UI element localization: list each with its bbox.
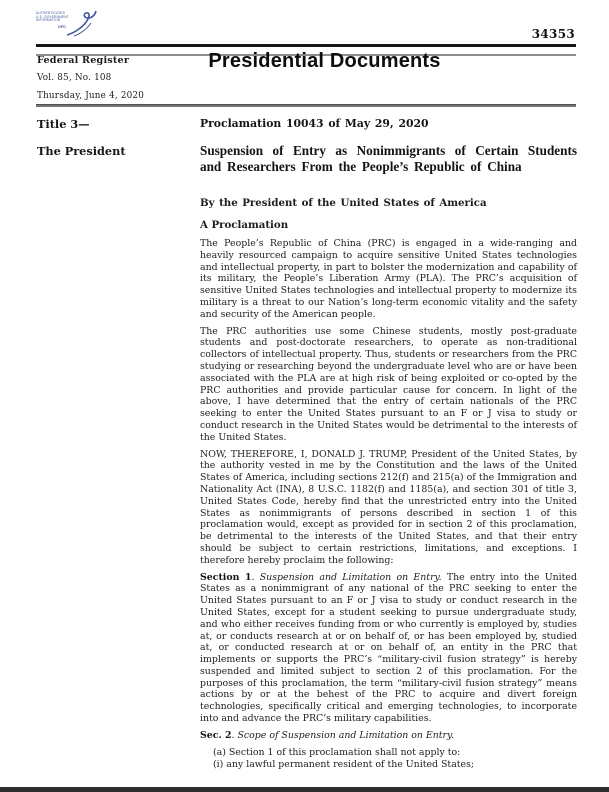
section-2-item-a: (a) Section 1 of this proclamation shall not apply to: (213, 746, 461, 758)
gpo-logo-line3: INFORMATION (36, 18, 61, 23)
proclamation-title (200, 143, 577, 175)
section-1-title: Suspension and Limitation on Entry. (259, 571, 442, 583)
gpo-authenticated-logo (36, 9, 98, 41)
section-2-heading (200, 730, 577, 742)
section-1-separator: . (251, 571, 260, 583)
proclamation-paragraph-3: NOW, THEREFORE, I, DONALD J. TRUMP, President of the United States, by the authority vested in me by the Constitution and the laws of the United States of America, including sections 212(f) and 215(a) of the Immigration and Nationality Act (INA), 8 U.S.C. 1182(f) and 1185(a), and section 301 of title 3, United States Code, hereby find that the unrestricted entry into the United States as nonimmigrants of persons described in section 1 of this proclamation would, except as provided for in section 2 of this proclamation, be detrimental to the interests of the United States, and that their entry should be subject to certain restrictions, limitations, and exceptions. I therefore hereby proclaim the following: (200, 448, 577, 566)
margin-column (37, 117, 187, 158)
proclamation-paragraph-1: The People’s Republic of China (PRC) is engaged in a wide-ranging and heavily resourced campaign to acquire sensitive United States technologies and intellectual property, in part to bolster the modernization and capability of its military, the People’s Liberation Army (PLA). The PRC’s acquisition of sensitive United States technologies and intellectual property to modernize its military is a threat to our Nation’s long-term economic vitality and the safety and security of the American people. (200, 238, 577, 320)
section-1-body: The entry into the United States as a nonimmigrant of any national of the PRC seeking to enter the United States pursuant to an F or J visa to study or conduct research in the United States, except for a student seeking to pursue undergraduate study, and who either receives funding from or who currently is employed by, studies at, or conducts research at or on behalf of, or has been employed by, studied at, or conducted research at or on behalf of, an entity in the PRC that implements or supports the PRC’s “military-civil fusion strategy” is hereby suspended and limited subject to section 2 of this proclamation. For the purposes of this proclamation, the term “military-civil fusion strategy” means actions by or at the behest of the PRC to acquire and divert foreign technologies, specifically critical and emerging technologies, to incorporate into and advance the PRC’s military capabilities. (200, 571, 577, 725)
gpo-logo-abbr: GPO (58, 25, 66, 30)
byline: By the President of the United States of America (200, 197, 487, 209)
document-body (200, 117, 577, 772)
a-proclamation-subheading: A Proclamation (200, 219, 289, 231)
proclamation-title-line1: Suspension of Entry as Nonimmigrants of Certain Students (200, 143, 577, 158)
section-1-label: Section 1 (200, 571, 252, 583)
page-number: 34353 (531, 27, 575, 41)
section-2-item-i: (i) any lawful permanent resident of the United States; (213, 759, 475, 771)
page-bottom-edge (0, 787, 609, 792)
gpo-logo-line1: AUTHENTICATED (36, 11, 66, 16)
proclamation-title-line2: and Researchers From the People’s Republic of China (200, 159, 522, 174)
eagle-swoosh-icon (64, 9, 98, 39)
issue-date: Thursday, June 4, 2020 (37, 91, 145, 101)
proclamation-heading: Proclamation 10043 of May 29, 2020 (200, 117, 429, 130)
president-label: The President (37, 144, 126, 158)
section-1-paragraph (200, 572, 577, 725)
section-2-label: Sec. 2 (200, 729, 232, 741)
masthead-rule (36, 104, 576, 107)
proclamation-paragraph-2: The PRC authorities use some Chinese students, mostly post-graduate students and post-doctorate researchers, to operate as non-traditional collectors of intellectual property. Thus, students or researchers from the PRC studying or researching beyond the undergraduate level who are or have been associated with the PLA are at high risk of being exploited or co-opted by the PRC authorities and provide particular cause for concern. In light of the above, I have determined that the entry of certain nationals of the PRC seeking to enter the United States pursuant to an F or J visa to study or conduct research in the United States would be detrimental to the interests of the United States. (200, 325, 577, 443)
gpo-logo-line2: U.S. GOVERNMENT (36, 15, 69, 19)
title3-label: Title 3— (37, 117, 90, 131)
section-2-separator: . (231, 729, 238, 741)
section-title: Presidential Documents (208, 50, 441, 72)
journal-name: Federal Register (37, 55, 130, 66)
volume-number: Vol. 85, No. 108 (37, 73, 112, 83)
section-2-title: Scope of Suspension and Limitation on Entry. (237, 729, 455, 741)
